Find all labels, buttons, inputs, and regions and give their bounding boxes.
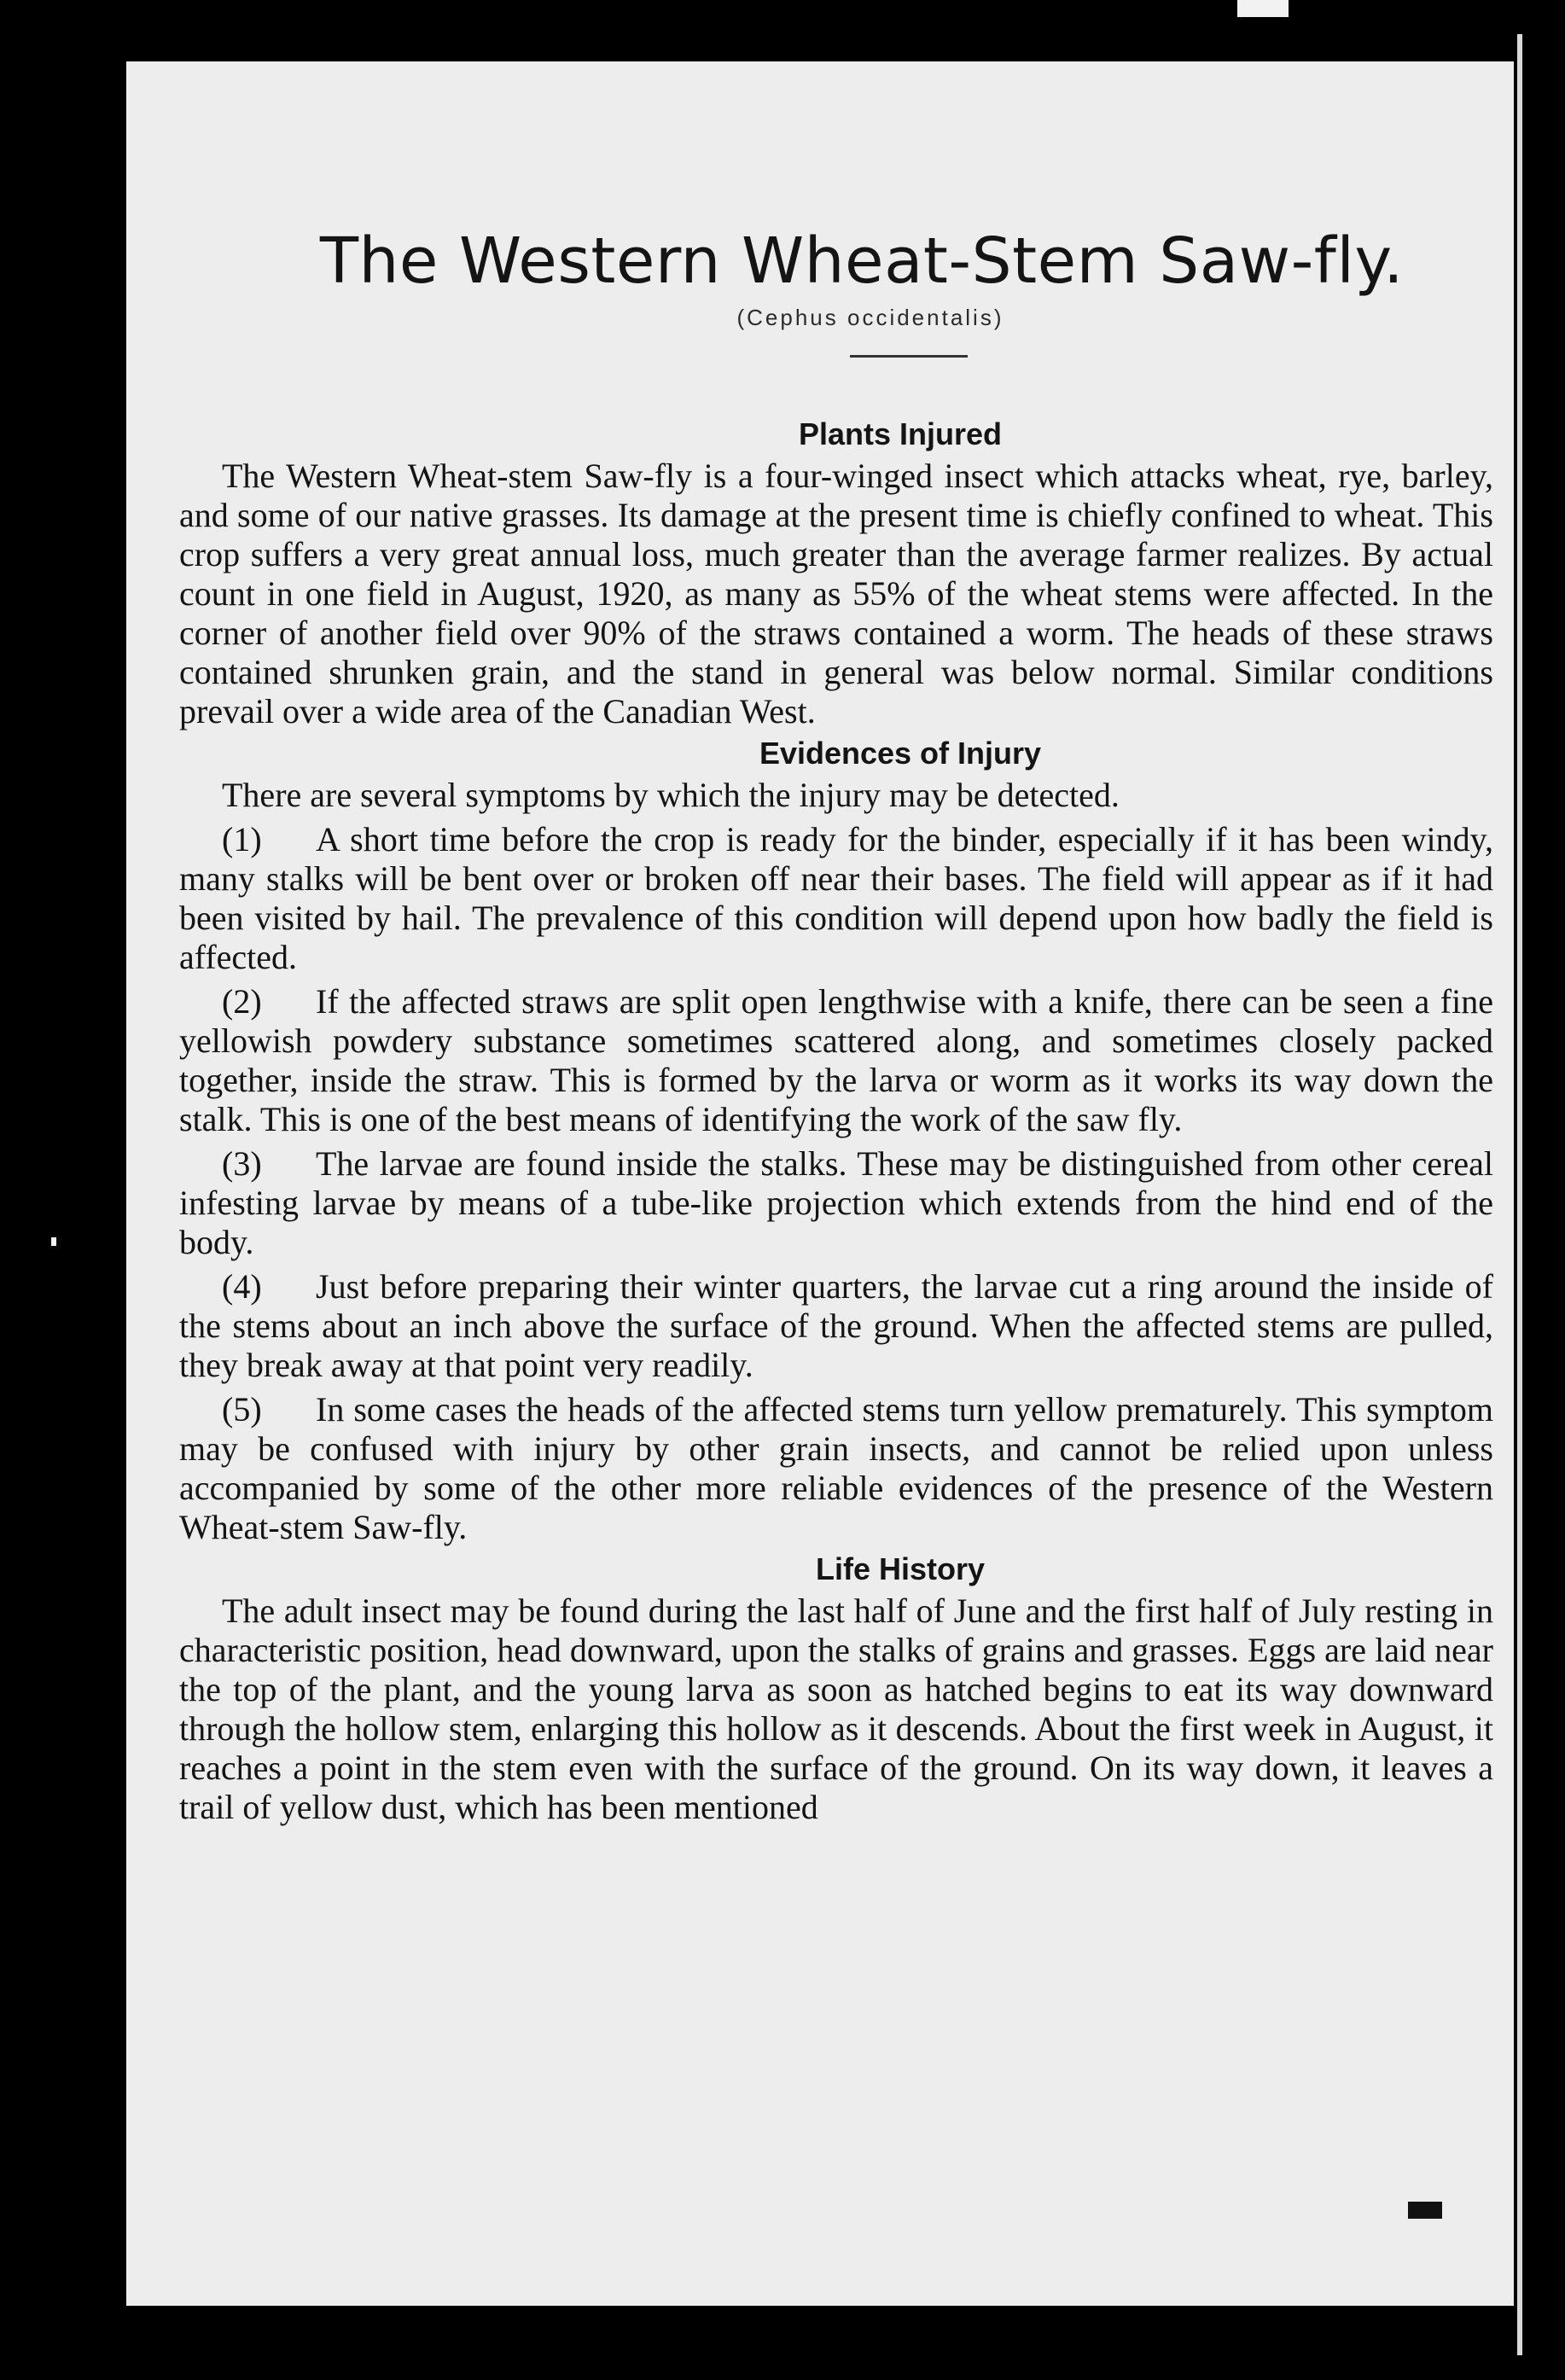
title-divider (850, 355, 968, 358)
section-heading-plants-injured: Plants Injured (798, 416, 1003, 452)
paragraph: The adult insect may be found during the last half of June and the first half of July resting in characteristic position, head downward, upon the stalks of grains and grasses. Eggs are laid near the top of the plant, and the young larva as soon as hatched begins to eat its way downward through the hollow stem, enlarging this hollow as it descends. About the first week in August, it reaches a point in the stem even with the surface of the ground. On its way down, it leaves a trail of yellow dust, which has been mentioned (179, 1592, 1493, 1827)
scan-artifact (1408, 2202, 1442, 2219)
list-item (179, 1144, 1493, 1262)
list-item (179, 820, 1493, 977)
list-item-text: If the affected straws are split open lengthwise with a knife, there can be seen a fine yellowish powdery substance sometimes scattered along, and sometimes closely packed together, inside the straw. This is formed by the larva or worm as it works its way down the stalk. This is one of the best means of identifying the work of the saw fly. (179, 982, 1493, 1139)
scan-artifact (51, 1237, 56, 1246)
paragraph: The Western Wheat-stem Saw-fly is a four-winged insect which attacks wheat, rye, barley, and some of our native grasses. Its damage at the present time is chiefly confined to wheat. This crop suffers a very great annual loss, much greater than the average farmer realizes. By actual count in one field in August, 1920, as many as 55% of the wheat stems were affected. In the corner of another field over 90% of the straws contained a worm. The heads of these straws contained shrunken grain, and the stand in general was below normal. Similar conditions prevail over a wide area of the Canadian West. (179, 457, 1493, 731)
list-item (179, 1390, 1493, 1547)
document-body (179, 154, 1493, 1827)
list-item-number: (2) (222, 982, 262, 1021)
section-heading-life-history: Life History (815, 1551, 986, 1587)
page-edge (1517, 34, 1522, 2355)
paragraph-intro: There are several symptoms by which the injury may be detected. (222, 776, 1120, 815)
document-title: The Western Wheat-Stem Saw-fly. (319, 224, 1405, 298)
list-item-number: (5) (222, 1390, 262, 1429)
document-subtitle: (Cephus occidentalis) (736, 305, 1004, 331)
list-item-text: Just before preparing their winter quarters, the larvae cut a ring around the inside of the stems about an inch above the surface of the ground. When the affected stems are pulled, they break away at that point very readily. (179, 1267, 1493, 1385)
list-item-text: In some cases the heads of the affected stems turn yellow prematurely. This symptom may be confused with injury by other grain insects, and cannot be relied upon unless accompanied by some of the other more reliable evidences of the presence of the Western Wheat-stem Saw-fly. (179, 1390, 1493, 1547)
list-item-number: (4) (222, 1267, 262, 1306)
section-heading-evidences-of-injury: Evidences of Injury (759, 736, 1042, 771)
list-item-number: (1) (222, 820, 262, 859)
list-item (179, 982, 1493, 1139)
list-item (179, 1267, 1493, 1385)
list-item-text: A short time before the crop is ready for the binder, especially if it has been windy, many stalks will be bent over or broken off near their bases. The field will appear as if it had been visited by hail. The prevalence of this condition will depend upon how badly the field is affected. (179, 820, 1493, 977)
list-item-text: The larvae are found inside the stalks. These may be distinguished from other cereal infesting larvae by means of a tube-like projection which extends from the hind end of the body. (179, 1144, 1493, 1262)
list-item-number: (3) (222, 1144, 262, 1184)
scan-artifact (1237, 0, 1289, 17)
